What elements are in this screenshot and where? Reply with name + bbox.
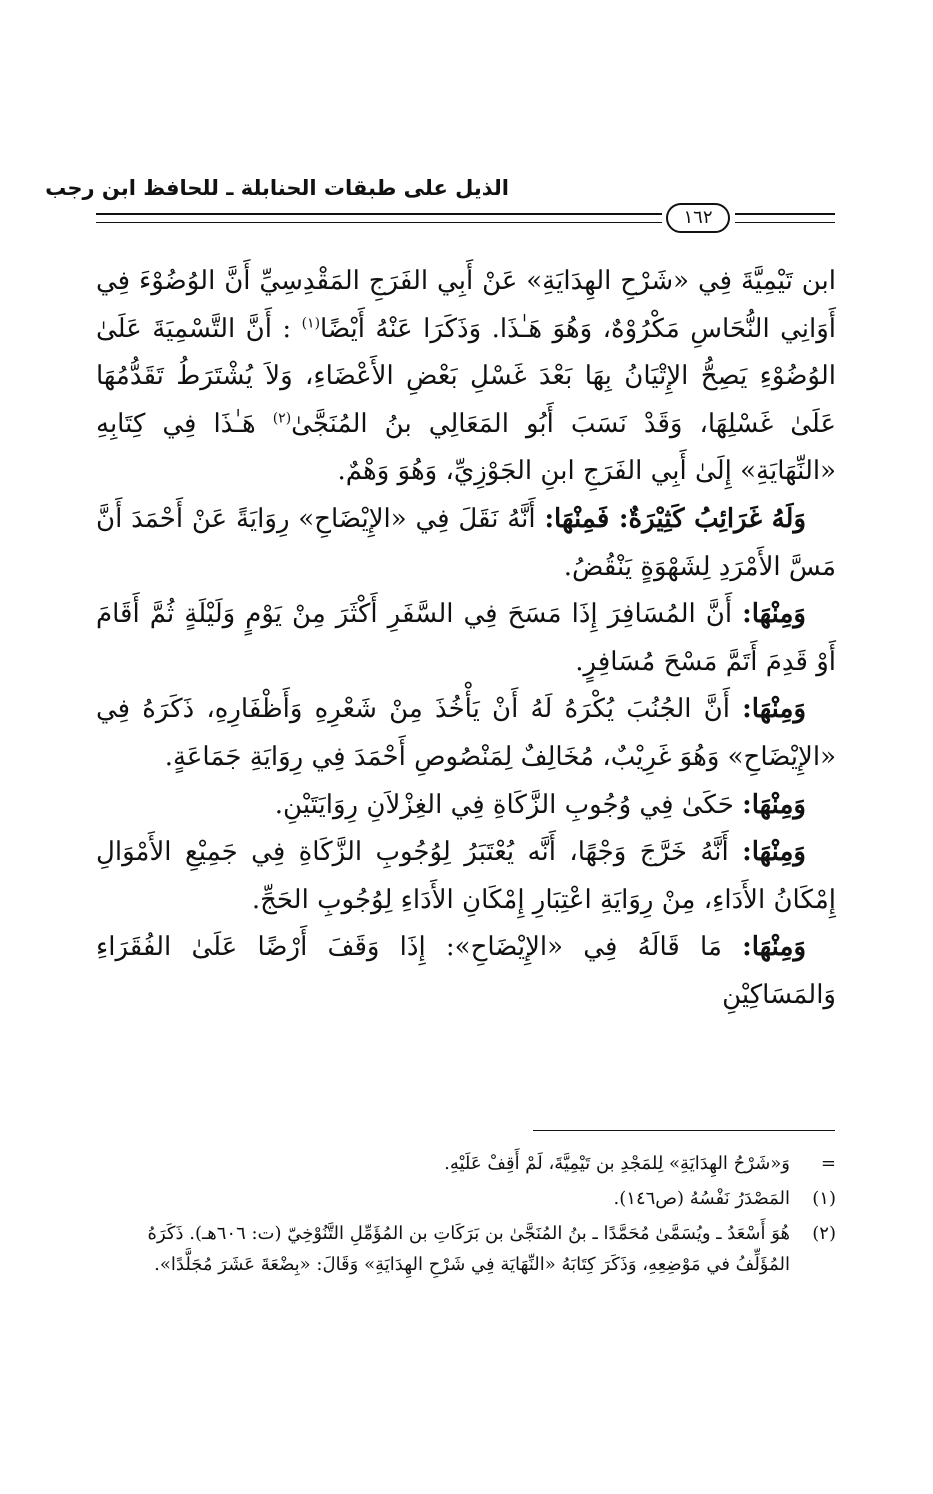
footnote-1	[96, 1183, 836, 1214]
footnote-2	[96, 1218, 836, 1280]
footnote-continuation-text: وَ«شَرْحُ الهِدَايَةِ» لِلمَجْدِ بن تَيْمِيَّةَ، لَمْ أَقِفْ عَلَيْهِ.	[444, 1153, 790, 1174]
paragraph-7	[96, 924, 836, 1019]
paragraph-3	[96, 591, 836, 686]
paragraph-2	[96, 496, 836, 591]
paragraph-6-text: أَنَّهُ خَرَّجَ وَجْهًا، أَنَّه يُعْتَبَرُ لِوُجُوبِ الزَّكَاةِ فِي جَمِيْعِ الأَمْوَالِ إِمْكَانُ الأَدَاءِ، مِنْ رِوَايَةِ اعْتِبَارِ إِمْكَانِ الأَدَاءِ لِوُجُوبِ الحَجِّ.	[96, 837, 836, 915]
footnote-2-mark: (٢)	[812, 1223, 836, 1244]
footnote-1-mark: (١)	[812, 1188, 836, 1209]
footnote-2-text: هُوَ أَسْعَدُ ـ ويُسَمَّىٰ مُحَمَّدًا ـ بنُ المُنَجَّىٰ بن بَرَكَاتِ بن المُؤَمِّلِ التَّنُوْخِيّ (ت: ٦٠٦هـ). ذَكَرَهُ المُؤَلِّفُ في مَوْضِعِهِ، وَذَكَرَ كِتَابَهُ «النِّهَايَة فِي شَرْحِ الهِدَايَةِ» وَقَالَ: «بِضْعَةَ عَشَرَ مُجَلَّدًا».	[147, 1223, 790, 1275]
paragraph-4-lead: وَمِنْهَا:	[742, 694, 807, 725]
footnote-ref-2: (٢)	[272, 410, 292, 427]
header-rule-left-bottom	[96, 222, 662, 223]
paragraph-3-lead: وَمِنْهَا:	[742, 599, 806, 630]
paragraph-1-text-c: هَـٰذَا فِي كِتَابِهِ «النِّهَايَةِ» إِلَىٰ أَبِي الفَرَجِ ابنِ الجَوْزِيِّ، وَهُوَ وَهْمٌ.	[96, 408, 836, 487]
paragraph-1	[96, 258, 836, 496]
footnotes	[96, 1148, 836, 1284]
paragraph-4-text: أَنَّ الجُنُبَ يُكْرَهُ لَهُ أَنْ يَأْخُذَ مِنْ شَعْرِهِ وَأَظْفَارِهِ، ذَكَرَهُ فِي «الإِيْضَاحِ» وَهُوَ غَرِيْبٌ، مُخَالِفٌ لِمَنْصُوصِ أَحْمَدَ فِي رِوَايَةِ جَمَاعَةٍ.	[96, 694, 836, 772]
footnote-continuation-mark: =	[820, 1153, 836, 1174]
paragraph-5-text: حَكَىٰ فِي وُجُوبِ الزَّكَاةِ فِي الغِزْلاَنِ رِوَايَتَيْنِ.	[274, 789, 734, 820]
paragraph-2-lead: وَلَهُ غَرَائِبُ كَثِيْرَةٌ: فَمِنْهَا:	[544, 503, 807, 534]
footnote-ref-1: (١)	[301, 314, 321, 331]
main-text	[96, 258, 836, 1020]
paragraph-4	[96, 686, 836, 781]
paragraph-1-text: ابن تَيْمِيَّةَ فِي «شَرْحِ الهِدَايَةِ» عَنْ أَبِي الفَرَجِ المَقْدِسِيِّ أَنَّ الوُضُوْءَ فِي أَوَانِي النُّحَاسِ مَكْرُوْهٌ، وَهُوَ هَـٰذَا. وَذَكَرَا عَنْهُ أَيْضًا	[96, 266, 836, 344]
running-title: الذيل على طبقات الحنابلة ـ للحافظ ابن رجب	[45, 176, 509, 200]
paragraph-7-lead: وَمِنْهَا:	[742, 932, 807, 963]
header-rule-right-top	[735, 213, 835, 215]
header-rule-right-bottom	[735, 222, 835, 223]
paragraph-2-text: أَنَّهُ نَقَلَ فِي «الإِيْضَاحِ» رِوَايَةً عَنْ أَحْمَدَ أَنَّ مَسَّ الأَمْرَدِ لِشَهْوَةٍ يَنْقُضُ.	[96, 503, 836, 582]
paragraph-7-text: مَا قَالَهُ فِي «الإِيْضَاحِ»: إِذَا وَقَفَ أَرْضًا عَلَىٰ الفُقَرَاءِ وَالمَسَاكِيْنِ	[96, 932, 836, 1010]
footnote-1-text: المَصْدَرُ نَفْسُهُ (ص١٤٦).	[613, 1188, 790, 1209]
paragraph-6	[96, 829, 836, 924]
footnote-continuation	[96, 1148, 836, 1179]
paragraph-3-text: أَنَّ المُسَافِرَ إِذَا مَسَحَ فِي السَّفَرِ أَكْثَرَ مِنْ يَوْمٍ وَلَيْلَةٍ ثُمَّ أَقَامَ أَوْ قَدِمَ أَتَمَّ مَسْحَ مُسَافِرٍ.	[96, 599, 836, 677]
page-number: ١٦٢	[666, 203, 730, 233]
footnote-separator	[533, 1130, 835, 1131]
paragraph-5-lead: وَمِنْهَا:	[742, 789, 806, 820]
paragraph-5	[96, 782, 836, 830]
paragraph-6-lead: وَمِنْهَا:	[742, 837, 806, 868]
paragraph-1-text-b: : أَنَّ التَّسْمِيَةَ عَلَىٰ الوُضُوْءِ يَصِحُّ الإِتْيَانُ بِهَا بَعْدَ غَسْلِ بَعْضِ الأَعْضَاءِ، وَلاَ يُشْتَرَطُ تَقَدُّمُهَا عَلَىٰ غَسْلِهَا، وَقَدْ نَسَبَ أَبُو المَعَالِي بنُ المُنَجَّىٰ	[96, 313, 836, 439]
header-rule-left-top	[96, 213, 662, 215]
